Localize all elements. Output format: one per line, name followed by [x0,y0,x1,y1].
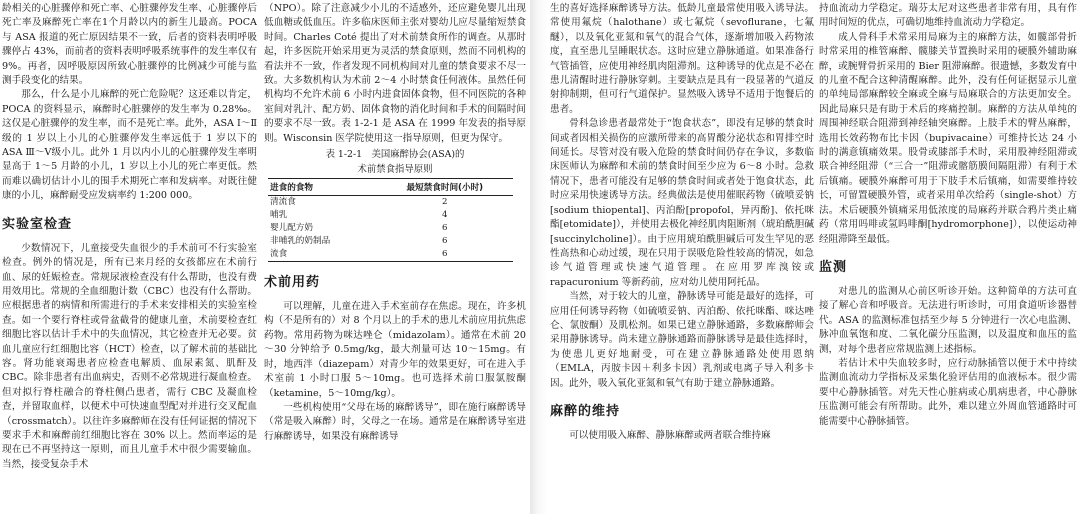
table-cell-hours: 2 [442,197,448,208]
paragraph: 一些机构使用“父母在场的麻醉诱导”，即在施行麻醉诱导（常是吸入麻醉）时，父母之一在场。通常是在麻醉诱导室进行麻醉诱导，如果没有麻醉诱导 [264,401,526,442]
paragraph: （NPO）。除了注意减少小儿的不适感外，还应避免婴儿出现低血糖或低血压。许多临床医师主张对婴幼儿应尽量缩短禁食时间。Charles Coté 提出了对术前禁食所作的调查。从那时起，许多医院开始采用更为灵活的禁食原则，然而不同机构的看法并不一致，作者发现不同机构间对儿童的禁食要求不尽一致。大多数机构认为术前 2～4 小时禁食任何液体。虽然任何机构均不允许术前 6 小时内进食固体食物，但不同医院的各种室间对乳汁、配方奶、固体食物的消化时间和手术的间隔时间的要求不尽一致。表 1-2-1 是 ASA 在 1999 年发表的指导原则。Wisconsin 医学院使用这一指导原则，但更为保守。 [264,3,526,144]
table-row [268,196,513,210]
table-caption: 表 1-2-1 美国麻醉协会(ASA)的 [325,149,465,161]
table-cell-food: 非哺乳的奶制品 [270,236,331,247]
table-row [268,248,513,262]
table-cell-food: 清流食 [270,197,296,208]
paragraph: 那么，什么是小儿麻醉的死亡危险呢？这还难以肯定，POCA 的资料显示，麻醉时心脏骤停的发生率为 0.28‰。这仅是心脏骤停的发生率，而不是死亡率。此外，ASA Ⅰ～Ⅱ级的 1 岁以上小儿的心脏骤停发生率远低于 1 岁以下的 ASA Ⅲ～Ⅴ级小儿。此外 1 月以内小儿的心脏骤停发生率明显高于 1～5 月龄的小儿，1 岁以上小儿的死亡率更低。然而难以确切估计小儿的围手术期死亡率和发病率。对既往健康的小儿，麻醉耐受应发病率约 1:200 000。 [2,89,257,202]
paragraph: 少数情况下，儿童接受失血很少的手术前可不行实验室检查。例外的情况是，所有已来月经的女孩都应在术前行血、尿的妊娠检查。常规尿液检查没有什么帮助，也没有费用效用比。常规的全血细胞计数（CBC）也没有什么帮助。应根据患者的病情和所需进行的手术来安排相关的实验室检查。如一个要行脊柱或骨盆截骨的健康儿童，术前要检查红细胞比容以估计手术中的失血情况，其它检查并无必要。贫血儿童应行红细胞比容（HCT）检查，以了解术前的基础比容。肾功能衰竭患者应检查电解质、血尿素氮、肌酐及 CBC。除非患者有出血病史，否则不必常规进行凝血检查。但对拟行脊柱融合的脊柱侧凸患者，需行 CBC 及凝血检查，并留取血样，以便术中可快速血型配对并进行交叉配血（crossmatch）。以往许多麻醉师在没有任何证据的情况下要求手术和麻醉前红细胞比容在 30% 以上。然而率运的是现在已不再坚持这一原则，而且儿童手术中很少需要输血。当然，接受复杂手术 [2,242,257,470]
table-cell-food: 哺乳 [270,210,288,221]
left-page [0,0,530,514]
section-heading-premedication: 术前用药 [264,275,321,291]
paragraph: 可以理解，儿童在进入手术室前存在焦虑。现在，许多机构（不是所有的）对 8 个月以上的手术的患儿术前应用抗焦虑药物。常用药物为咪达唑仑（midazolam）。通常在术前 20～30 分钟给予 0.5mg/kg，最大剂量可达 10～15mg。有时，地西泮（diazepam）对青少年的效果更好，可在进入手术室前 1 小时口服 5～10mg。也可选择术前口服氯胺酮（ketamine，5～10mg/kg）。 [264,301,526,399]
paragraph: 龄相关的心脏骤停和死亡率、心脏骤停发生率、心脏骤停后死亡率及麻醉死亡率在1个月龄以内的新生儿最高。POCA 与 ASA 报道的死亡原因结果不一致，后者的资料表明呼吸骤停占 43%，而前者的资料表明呼吸系统事件的发生率仅有 9%。再者，因呼吸原因所致心脏骤停的比例减少可能与监测手段变化的结果。 [2,3,257,87]
table-row [268,235,513,248]
right-column-1 [550,2,814,443]
table-header: 进食的食物 [268,179,377,196]
paragraph: 可以使用吸入麻醉、静脉麻醉或两者联合维持麻 [569,429,771,441]
table-header-row [268,179,513,196]
table-cell-food: 流食 [268,248,377,262]
right-column-2 [819,2,1077,429]
paragraph: 当然，对于较大的儿童，静脉诱导可能是最好的选择，可应用任何诱导药物（如硫喷妥钠、丙泊酚、依托咪酯、咪达唑仑、氯胺酮）及肌松剂。如果已建立静脉通路，多数麻醉师会采用静脉诱导。尚未建立静脉通路而静脉诱导是最佳选择时，为使患儿更好地耐受，可在建立静脉通路处使用恩纳（EMLA，丙胺卡因＋利多卡因）乳剂或电离子导入利多卡因。此外，吸入氧化亚氮和氧气有助于建立静脉通路。 [550,291,814,389]
section-heading-lab-tests: 实验室检查 [2,216,73,232]
paragraph: 持血流动力学稳定。瑞芬太尼对这些患者非常有用，具有作用时间短的优点，可确切地维持血流动力学稳定。 [819,3,1077,29]
table-header: 最短禁食时间(小时) [377,179,513,196]
table-cell-hours: 6 [442,236,448,247]
left-column-2 [264,2,526,444]
paragraph: 生的喜好选择麻醉诱导方法。低龄儿童最常使用吸入诱导法。常使用氟烷（halothane）或七氟烷（sevoflurane，七氟醚），以及氧化亚氮和氧气的混合气体，逐渐增加吸入药物浓度，直至患儿呈睡眠状态。这时应建立静脉通道。如果准备行气管插管，应使用神经肌肉阻滞剂。这种诱导的优点是不必在患儿清醒时进行静脉穿刺。主要缺点是具有一段显著的气道反射抑制期，但可行气道保护。显然吸入诱导不适用于饱餐后的患者。 [550,3,814,115]
section-heading-maintenance: 麻醉的维持 [550,403,621,419]
book-gutter [530,0,548,514]
left-column-1 [2,2,257,472]
table-cell-hours: 4 [442,210,448,221]
table-cell-food: 婴儿配方奶 [270,223,313,234]
table-row [268,209,513,222]
fasting-guidelines-table [268,178,513,262]
table-caption-subtitle: 术前禁食指导原则 [357,164,433,176]
table-cell-hours: 6 [377,248,513,262]
section-heading-monitoring: 监测 [819,259,848,275]
paragraph: 骨科急诊患者最常处于“饱食状态”，即没有足够的禁食时间或者因相关损伤的应激所带来的高胃酸分泌状态和胃排空时间延长。尽管对没有吸入危险的禁食时间仍存在争议，多数临床医师认为麻醉和术前的禁食时间至少应为 6～8 小时。急救情况下，患者可能没有足够的禁食时间或者处于饱食状态，此时应采用快速诱导方法。经典做法是使用催眠药物（硫喷妥钠[sodium thiopental]、丙泊酚[propofol，异丙酚]、依托咪酯[etomidate]），并使用去极化神经肌肉阻断剂（琥珀酰胆碱[succinylcholine]）。由于应用琥珀酰胆碱后可发生罕见的恶性高热和心动过缓，现在只用于误吸危险性较高的情况，如急诊气道管理或快速气道管理。在应用罗库溴铵或 rapacuronium 等新药前，应对幼儿使用阿托品。 [550,118,814,288]
paragraph: 成人骨科手术常采用局麻为主的麻醉方法，如髋部骨折时常采用的椎管麻醉、髋膝关节置换时采用的硬膜外辅助麻醉，或腕臂骨折采用的 Bier 阻滞麻醉。很遗憾，多数发育中的儿童不配合这种清醒麻醉。此外，没有任何证据显示儿童的单纯局部麻醉较全麻或全麻与局麻联合的方法更加安全。因此局麻只是有助于术后的疼痛控制。麻醉的方法从单纯的周围神经联合阻滞到神经轴突麻醉。上肢手术的臂丛麻醉，选用长效药物布比卡因（bupivacaine）可维持长达 24 小时的满意镇痛效果。股骨或膝部手术时，采用股神经阻滞或联合神经阻滞（“三合一”阻滞或髂筋膜间隔阻滞）有利于术后镇痛。硬膜外麻醉可用于下肢手术后镇痛，如需要维持较长，可留置硬膜外管，或者采用单次给药（single-shot）方法。术后硬膜外镇痛采用低浓度的局麻药并联合鸦片类止痛药（常用吗啡或氢吗啡酮[hydromorphone]），以使运动神经阻滞降至最低。 [819,31,1077,245]
paragraph: 若估计术中失血较多时，应行动脉插管以便于术中持续监测血流动力学指标及采集化验评估用的血液标本。很少需要中心静脉插管。对先天性心脏病或心肌病患者，中心静脉压监测可能会有所帮助。此外，难以建立外周血管通路时可能需要中心静脉插管。 [819,357,1077,427]
right-page [548,0,1080,514]
paragraph: 对患儿的监测从心前区听诊开始。这种简单的方法可直接了解心音和呼吸音。无法进行听诊时，可用食道听诊器替代。ASA 的监测标准包括至少每 5 分钟进行一次心电监测、脉冲血氧饱和度、二氧化碳分压监测，以及温度和血压的监测，对每个患者应常规监测上述指标。 [819,285,1077,355]
table-row [268,222,513,235]
table-cell-hours: 6 [442,223,448,234]
